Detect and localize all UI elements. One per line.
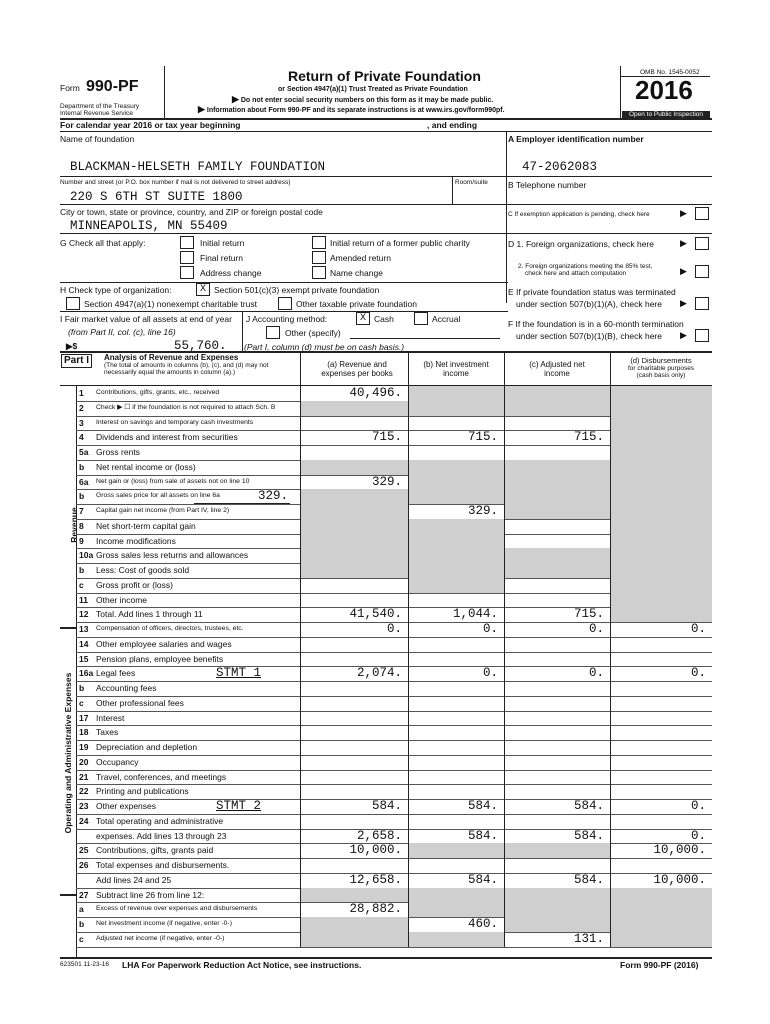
- row-label: Travel, conferences, and meetings: [96, 771, 227, 782]
- cell-col-a: 41,540.: [349, 607, 402, 622]
- 4947-checkbox[interactable]: [66, 297, 80, 310]
- row-label: Interest: [96, 712, 125, 723]
- shaded-cell: [301, 563, 408, 578]
- shaded-cell: [505, 504, 610, 519]
- accrual-label: Accrual: [432, 314, 461, 324]
- line-number: c: [79, 697, 84, 708]
- shaded-cell: [611, 534, 712, 549]
- side-label-revenue: Revenue: [69, 507, 79, 543]
- instruction-2: ▶ Information about Form 990-PF and its separate instructions is at www.irs.gov/form990pf.: [198, 104, 505, 114]
- i-label-2: (from Part II, col. (c), line 16): [68, 327, 176, 337]
- form-subtitle: or Section 4947(a)(1) Trust Treated as Private Foundation: [278, 86, 468, 93]
- line-number: a: [79, 904, 84, 915]
- cell-col-d: 0.: [690, 666, 706, 681]
- shaded-cell: [301, 460, 408, 475]
- line-number: 8: [79, 520, 84, 531]
- and-ending: , and ending: [427, 120, 478, 130]
- shaded-cell: [611, 401, 712, 416]
- cell-col-a: 12,658.: [349, 872, 402, 887]
- inline-value: 329.: [257, 489, 288, 504]
- row-divider: [76, 725, 712, 726]
- cell-col-b: 0.: [482, 666, 498, 681]
- row-divider: [76, 814, 712, 815]
- cell-col-a: 329.: [371, 474, 402, 489]
- cell-col-c: 584.: [573, 828, 604, 843]
- cell-col-d: 0.: [690, 622, 706, 636]
- shaded-cell: [409, 489, 504, 504]
- line-number: 16a: [79, 668, 94, 679]
- shaded-cell: [409, 519, 504, 534]
- ein-label: A Employer identification number: [508, 134, 644, 144]
- cash-label: Cash: [374, 314, 394, 324]
- line-number: 20: [79, 756, 89, 767]
- footer-lha: LHA For Paperwork Reduction Act Notice, see instructions.: [122, 960, 362, 970]
- shaded-cell: [505, 563, 610, 578]
- cell-col-c: 584.: [573, 872, 604, 887]
- line-number: c: [79, 933, 84, 944]
- row-label: Dividends and interest from securities: [96, 432, 238, 443]
- f-line2: under section 507(b)(1)(B), check here: [516, 331, 662, 341]
- d1-label: D 1. Foreign organizations, check here: [508, 239, 654, 249]
- line-number: 6a: [79, 476, 89, 487]
- dept-line2: Internal Revenue Service: [60, 110, 133, 117]
- shaded-cell: [505, 489, 610, 504]
- name-change-checkbox[interactable]: [312, 266, 326, 279]
- g-label: G Check all that apply:: [60, 238, 146, 248]
- shaded-cell: [301, 504, 408, 519]
- column-divider: [408, 352, 409, 947]
- form-label: Form: [60, 83, 80, 93]
- row-label: Contributions, gifts, grants, etc., received: [96, 389, 220, 396]
- row-label: Taxes: [96, 727, 119, 738]
- shaded-cell: [409, 563, 504, 578]
- 4947-label: Section 4947(a)(1) nonexempt charitable trust: [84, 299, 257, 309]
- line-number: 27: [79, 889, 89, 900]
- shaded-cell: [505, 548, 610, 563]
- dept-line1: Department of the Treasury: [60, 103, 140, 110]
- row-divider: [76, 711, 712, 712]
- shaded-cell: [611, 902, 712, 917]
- cell-col-a: 40,496.: [349, 386, 402, 400]
- cell-col-c: 0.: [588, 666, 604, 681]
- calendar-year-line: For calendar year 2016 or tax year beginning: [60, 120, 241, 130]
- initial-return-checkbox[interactable]: [180, 236, 194, 249]
- shaded-cell: [611, 504, 712, 519]
- city-address: MINNEAPOLIS, MN 55409: [70, 219, 228, 233]
- i-dollar: ▶$: [66, 341, 78, 351]
- instruction-1: ▶ Do not enter social security numbers on this form as it may be made public.: [232, 94, 494, 104]
- shaded-cell: [505, 475, 610, 490]
- line-number: 7: [79, 506, 84, 516]
- shaded-cell: [301, 932, 408, 947]
- row-label: Capital gain net income (from Part IV, line 2): [96, 507, 230, 514]
- shaded-cell: [409, 932, 504, 947]
- col-c-header: (c) Adjusted net income: [529, 360, 585, 378]
- line-number: 14: [79, 638, 89, 649]
- c-checkbox[interactable]: [695, 207, 709, 220]
- side-label-expenses: Operating and Administrative Expenses: [63, 672, 73, 834]
- line-number: 5a: [79, 447, 89, 457]
- shaded-cell: [409, 548, 504, 563]
- line-number: 25: [79, 845, 89, 856]
- shaded-cell: [611, 548, 712, 563]
- shaded-cell: [301, 548, 408, 563]
- row-label: Interest on savings and temporary cash investments: [96, 418, 254, 426]
- accrual-checkbox[interactable]: [414, 312, 428, 325]
- d2-checkbox[interactable]: [695, 265, 709, 278]
- line-number: 11: [79, 594, 88, 605]
- street-label: Number and street (or P.O. box number if mail is not delivered to street address): [60, 179, 291, 186]
- cell-col-a: 584.: [371, 799, 402, 813]
- part1-desc1: (The total of amounts in columns (b), (c), and (d) may not: [104, 362, 269, 369]
- row-divider: [76, 681, 712, 682]
- shaded-cell: [611, 519, 712, 534]
- shaded-cell: [505, 843, 610, 858]
- tax-year: 2016: [635, 75, 693, 105]
- ein-value: 47-2062083: [522, 160, 598, 174]
- row-label: Other expenses: [96, 801, 157, 811]
- shaded-cell: [611, 430, 712, 445]
- e-line1: E If private foundation status was terminated: [508, 287, 676, 297]
- line-number: 18: [79, 727, 89, 738]
- final-return-label: Final return: [200, 253, 243, 263]
- cell-col-d: 10,000.: [653, 872, 706, 887]
- shaded-cell: [301, 534, 408, 549]
- cell-col-c: 715.: [573, 430, 604, 445]
- line-number: 3: [79, 417, 84, 428]
- cell-col-a: 28,882.: [349, 902, 402, 917]
- fmv-value: 55,760.: [174, 339, 227, 353]
- row-label: Income modifications: [96, 535, 176, 546]
- row-divider: [76, 652, 712, 653]
- arrow-icon: ▶: [680, 238, 687, 248]
- column-divider: [300, 352, 301, 947]
- row-label: Gross profit or (loss): [96, 579, 173, 590]
- arrow-icon: ▶: [680, 208, 687, 218]
- address-change-label: Address change: [200, 268, 262, 278]
- phone-label: B Telephone number: [508, 180, 587, 190]
- room-label: Room/suite: [455, 179, 488, 186]
- row-label: Add lines 24 and 25: [96, 874, 172, 885]
- f-line1: F If the foundation is in a 60-month termination: [508, 319, 684, 329]
- f-checkbox[interactable]: [695, 329, 709, 342]
- row-label: Total expenses and disbursements.: [96, 860, 230, 870]
- h-label: H Check type of organization:: [60, 285, 172, 295]
- column-divider: [504, 352, 505, 947]
- col-b-header: (b) Net investment income: [423, 360, 489, 378]
- shaded-cell: [409, 386, 504, 401]
- cell-col-c: 584.: [573, 799, 604, 813]
- row-label: Subtract line 26 from line 12:: [96, 889, 205, 900]
- row-label: Compensation of officers, directors, trustees, etc.: [96, 625, 244, 632]
- cell-col-a: 2,074.: [356, 666, 402, 681]
- row-label: Printing and publications: [96, 786, 189, 797]
- cash-checkbox[interactable]: X: [356, 312, 370, 325]
- row-label: Accounting fees: [96, 683, 157, 693]
- other-taxable-checkbox[interactable]: [278, 297, 292, 310]
- name-label: Name of foundation: [60, 134, 135, 144]
- cell-col-d: 0.: [690, 799, 706, 813]
- cell-col-b: 460.: [467, 917, 498, 931]
- form-header: [60, 66, 710, 120]
- shaded-cell: [505, 902, 610, 917]
- cell-col-b: 1,044.: [452, 607, 498, 622]
- shaded-cell: [409, 843, 504, 858]
- shaded-cell: [611, 578, 712, 593]
- line-number: 4: [79, 432, 84, 443]
- initial-former-checkbox[interactable]: [312, 236, 326, 249]
- row-label: Gross sales less returns and allowances: [96, 550, 249, 561]
- shaded-cell: [505, 917, 610, 932]
- row-label: Excess of revenue over expenses and disbursements: [96, 905, 258, 913]
- row-label: Other income: [96, 594, 148, 605]
- row-label: Net gain or (loss) from sale of assets not on line 10: [96, 477, 250, 485]
- shaded-cell: [611, 607, 712, 622]
- shaded-cell: [409, 578, 504, 593]
- amended-return-label: Amended return: [330, 253, 391, 263]
- 501c3-checkbox[interactable]: X: [196, 283, 210, 296]
- line-number: 13: [79, 624, 89, 634]
- line-number: 1: [79, 388, 84, 398]
- other-method-checkbox[interactable]: [266, 326, 280, 339]
- shaded-cell: [301, 917, 408, 932]
- row-divider: [76, 770, 712, 771]
- col-d-header: (d) Disbursements for charitable purposes (cash basis only): [627, 356, 695, 379]
- shaded-cell: [409, 401, 504, 416]
- line-number: 15: [79, 653, 89, 664]
- line-number: 2: [79, 402, 84, 413]
- row-label: Net short-term capital gain: [96, 520, 196, 531]
- arrow-icon: ▶: [680, 266, 687, 276]
- cell-col-b: 584.: [467, 799, 498, 813]
- amended-return-checkbox[interactable]: [312, 251, 326, 264]
- line-number: 24: [79, 815, 89, 826]
- cell-col-b: 329.: [467, 504, 498, 518]
- part1-label: Part I: [61, 354, 92, 368]
- shaded-cell: [409, 475, 504, 490]
- city-label: City or town, state or province, country, and ZIP or foreign postal code: [60, 207, 323, 217]
- cell-col-c: 131.: [573, 931, 604, 946]
- line-number: 17: [79, 712, 89, 723]
- row-label: Legal fees: [96, 668, 136, 679]
- street-address: 220 S 6TH ST SUITE 1800: [70, 190, 243, 204]
- other-taxable-label: Other taxable private foundation: [296, 299, 417, 309]
- row-label: Gross sales price for all assets on line 6a: [96, 492, 220, 500]
- row-label: Occupancy: [96, 756, 139, 767]
- line-number: 26: [79, 860, 89, 870]
- shaded-cell: [409, 460, 504, 475]
- row-label: Check ▶ ☐ if the foundation is not required to attach Sch. B: [96, 403, 276, 411]
- shaded-cell: [611, 593, 712, 608]
- line-number: b: [79, 565, 85, 575]
- address-change-checkbox[interactable]: [180, 266, 194, 279]
- c-label: C If exemption application is pending, check here: [508, 211, 650, 218]
- j-label: J Accounting method:: [246, 314, 328, 324]
- line-number: 22: [79, 786, 89, 797]
- cell-col-b: 584.: [467, 872, 498, 887]
- line-number: c: [79, 579, 84, 590]
- line-number: 10a: [79, 550, 94, 561]
- row-label: Total. Add lines 1 through 11: [96, 609, 203, 620]
- line-number: 19: [79, 742, 89, 752]
- shaded-cell: [301, 519, 408, 534]
- line-number: 12: [79, 609, 89, 620]
- line-number: b: [79, 683, 85, 693]
- row-divider: [76, 696, 712, 697]
- cell-col-a: 715.: [371, 430, 402, 445]
- row-divider: [76, 637, 712, 638]
- cell-col-b: 715.: [467, 430, 498, 445]
- shaded-cell: [505, 401, 610, 416]
- other-method-label: Other (specify): [285, 328, 341, 338]
- footer-code: 623501 11-23-16: [60, 961, 110, 968]
- footer-form-ref: Form 990-PF (2016): [620, 960, 699, 970]
- column-divider: [610, 352, 611, 947]
- row-divider: [76, 784, 712, 785]
- row-label: Other professional fees: [96, 697, 184, 708]
- cell-col-d: 10,000.: [653, 843, 706, 858]
- row-label: Other employee salaries and wages: [96, 638, 232, 649]
- form-title: Return of Private Foundation: [288, 68, 481, 84]
- line-number: 23: [79, 801, 89, 811]
- row-label: Net investment income (if negative, enter -0-): [96, 920, 232, 927]
- row-label: Total operating and administrative: [96, 815, 224, 826]
- shaded-cell: [409, 534, 504, 549]
- shaded-cell: [611, 386, 712, 401]
- shaded-cell: [409, 888, 504, 903]
- row-label: Gross rents: [96, 447, 140, 457]
- d2-line2: check here and attach computation: [525, 270, 627, 277]
- line-number: b: [79, 491, 85, 502]
- line-number: 9: [79, 535, 84, 546]
- row-label: Adjusted net income (if negative, enter -0-): [96, 934, 225, 942]
- row-label: Depreciation and depletion: [96, 742, 198, 752]
- shaded-cell: [611, 917, 712, 932]
- cell-col-a: 2,658.: [356, 828, 402, 843]
- col-a-header: (a) Revenue and expenses per books: [321, 360, 393, 378]
- cell-col-b: 584.: [467, 828, 498, 843]
- shaded-cell: [611, 416, 712, 431]
- 501c3-label: Section 501(c)(3) exempt private foundation: [214, 285, 380, 295]
- row-divider: [76, 755, 712, 756]
- row-label: Pension plans, employee benefits: [96, 653, 224, 664]
- shaded-cell: [611, 475, 712, 490]
- open-inspection: Open to Public Inspection: [622, 111, 710, 119]
- cell-col-a: 0.: [386, 622, 402, 636]
- shaded-cell: [505, 460, 610, 475]
- shaded-cell: [301, 401, 408, 416]
- shaded-cell: [611, 563, 712, 578]
- foundation-name: BLACKMAN-HELSETH FAMILY FOUNDATION: [70, 160, 326, 174]
- row-divider: [76, 740, 712, 741]
- shaded-cell: [301, 888, 408, 903]
- name-change-label: Name change: [330, 268, 383, 278]
- d2-line1: 2. Foreign organizations meeting the 85% test,: [518, 263, 653, 270]
- arrow-icon: ▶: [680, 298, 687, 308]
- row-label: Net rental income or (loss): [96, 461, 196, 472]
- shaded-cell: [505, 386, 610, 401]
- line-number: 21: [79, 771, 89, 782]
- cell-col-c: 0.: [588, 622, 604, 636]
- line-number: b: [79, 461, 85, 472]
- e-line2: under section 507(b)(1)(A), check here: [516, 299, 662, 309]
- form-number: 990-PF: [86, 78, 139, 95]
- row-divider: [76, 947, 712, 948]
- part1-title: Analysis of Revenue and Expenses: [104, 353, 239, 362]
- row-divider: [76, 858, 712, 859]
- row-label: expenses. Add lines 13 through 23: [96, 830, 227, 841]
- initial-return-label: Initial return: [200, 238, 245, 248]
- shaded-cell: [505, 888, 610, 903]
- shaded-cell: [409, 902, 504, 917]
- row-label: Contributions, gifts, grants paid: [96, 845, 214, 856]
- initial-former-label: Initial return of a former public charity: [330, 238, 470, 248]
- cell-col-b: 0.: [482, 622, 498, 636]
- cash-basis-note: (Part I, column (d) must be on cash basis.): [244, 342, 405, 352]
- shaded-cell: [611, 489, 712, 504]
- shaded-cell: [611, 445, 712, 460]
- row-label: Less: Cost of goods sold: [96, 565, 190, 575]
- shaded-cell: [611, 460, 712, 475]
- cell-col-a: 10,000.: [349, 843, 402, 858]
- line-number: b: [79, 919, 85, 929]
- statement-reference: STMT 1: [216, 666, 262, 681]
- shaded-cell: [611, 888, 712, 903]
- omb-number: OMB No. 1545-0052: [640, 69, 700, 76]
- i-label-1: I Fair market value of all assets at end of year: [60, 314, 232, 324]
- final-return-checkbox[interactable]: [180, 251, 194, 264]
- shaded-cell: [301, 489, 408, 504]
- part1-desc2: necessarily equal the amounts in column (a).): [104, 369, 236, 376]
- d1-checkbox[interactable]: [695, 237, 709, 250]
- cell-col-c: 715.: [573, 607, 604, 622]
- shaded-cell: [611, 932, 712, 947]
- arrow-icon: ▶: [680, 330, 687, 340]
- cell-col-d: 0.: [690, 828, 706, 843]
- statement-reference: STMT 2: [216, 799, 262, 813]
- e-checkbox[interactable]: [695, 297, 709, 310]
